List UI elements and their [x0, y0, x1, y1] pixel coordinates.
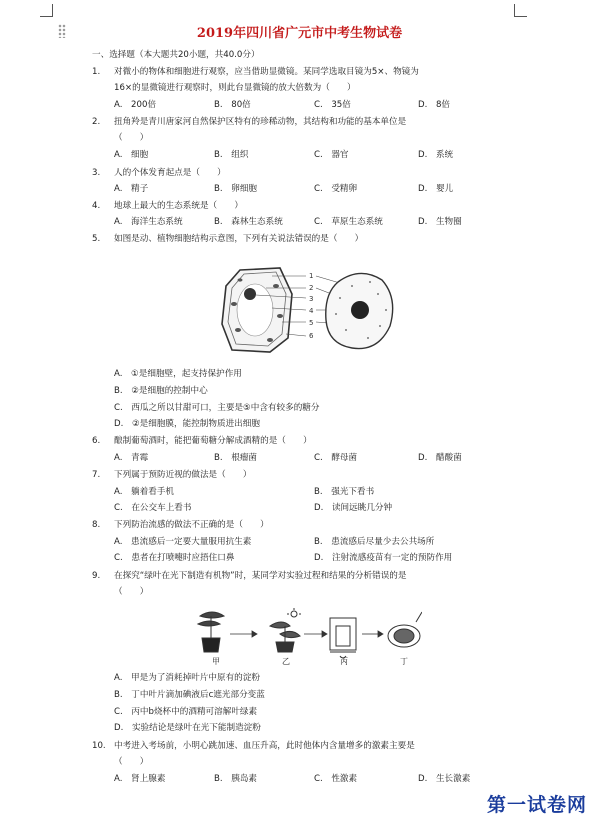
- question-number: 9.: [92, 571, 101, 581]
- option-d[interactable]: D. 生长激素: [418, 774, 471, 784]
- question-9: [92, 570, 407, 582]
- question-number: 3.: [92, 168, 101, 178]
- question-text: 下列防治流感的做法不正确的是（ ）: [114, 520, 269, 530]
- figure-label-bing: 丙: [340, 657, 348, 666]
- question-text: 中考进入考场前，小明心跳加速、血压升高，此时他体内含量增多的激素主要是: [114, 741, 415, 751]
- cell-label-3: 3: [309, 295, 314, 303]
- question-number: 1.: [92, 67, 101, 77]
- option-b[interactable]: B. 组织: [214, 150, 249, 160]
- question-text: 如图是动、植物细胞结构示意图，下列有关说法错误的是（ ）: [114, 234, 364, 244]
- option-c[interactable]: C. 受精卵: [314, 184, 358, 194]
- question-7: [92, 469, 252, 481]
- page-title: 2019年四川省广元市中考生物试卷: [196, 26, 403, 41]
- option-a[interactable]: A. 200倍: [114, 100, 157, 110]
- question-number: 4.: [92, 201, 101, 211]
- option-c[interactable]: C. 酵母菌: [314, 453, 358, 463]
- option-b[interactable]: B. 卵细胞: [214, 184, 258, 194]
- option-c[interactable]: C. 器官: [314, 150, 349, 160]
- option-a[interactable]: A. 细胞: [114, 150, 149, 160]
- figure-label-jia: 甲: [212, 657, 220, 666]
- question-5-option-b[interactable]: B. ②是细胞的控制中心: [114, 386, 208, 396]
- option-b[interactable]: B. 患流感后尽量少去公共场所: [314, 537, 435, 547]
- question-9-line-2: （ ）: [114, 587, 149, 597]
- option-d[interactable]: D. 系统: [418, 150, 454, 160]
- question-number: 6.: [92, 436, 101, 446]
- option-a[interactable]: A. 躺着看手机: [114, 487, 175, 497]
- cell-label-6: 6: [309, 332, 314, 340]
- watermark-logo: 第一试卷网: [486, 794, 587, 816]
- option-a[interactable]: A. 青霉: [114, 453, 149, 463]
- question-text: 酿制葡萄酒时，能把葡萄糖分解成酒精的是（ ）: [114, 436, 312, 446]
- question-number: 5.: [92, 234, 101, 244]
- option-a[interactable]: A. 肾上腺素: [114, 774, 166, 784]
- option-d[interactable]: D. 8倍: [418, 100, 451, 110]
- question-4: [92, 200, 243, 212]
- option-c[interactable]: C. 35倍: [314, 100, 351, 110]
- question-text: 扭角羚是青川唐家河自然保护区特有的珍稀动物，其结构和功能的基本单位是: [114, 117, 407, 127]
- question-6: [92, 435, 312, 447]
- question-number: 7.: [92, 470, 101, 480]
- option-a[interactable]: A. 患流感后一定要大量服用抗生素: [114, 537, 252, 547]
- question-text: 在探究“绿叶在光下制造有机物”时，某同学对实验过程和结果的分析错误的是: [114, 571, 407, 581]
- question-5-option-d[interactable]: D. ②是细胞膜，能控制物质进出细胞: [114, 419, 260, 429]
- question-10-line-2: （ ）: [114, 757, 149, 767]
- option-b[interactable]: B. 胰岛素: [214, 774, 258, 784]
- question-10: [92, 740, 415, 752]
- question-number: 10.: [92, 741, 106, 751]
- option-a[interactable]: A. 精子: [114, 184, 149, 194]
- question-number: 8.: [92, 520, 101, 530]
- figure-label-ding: 丁: [400, 657, 408, 666]
- question-5-option-c[interactable]: C. 西瓜之所以甘甜可口，主要是⑤中含有较多的糖分: [114, 403, 320, 413]
- option-c[interactable]: C. 性激素: [314, 774, 358, 784]
- question-9-option-d[interactable]: D. 实验结论是绿叶在光下能制造淀粉: [114, 723, 261, 733]
- question-text: 人的个体发育起点是（ ）: [114, 168, 226, 178]
- experiment-svg: [190, 608, 422, 666]
- question-3: [92, 167, 226, 179]
- question-9-option-b[interactable]: B. 丁中叶片滴加碘液后c遮光部分变蓝: [114, 690, 265, 700]
- option-c[interactable]: C. 草原生态系统: [314, 217, 383, 227]
- option-d[interactable]: D. 生物圈: [418, 217, 462, 227]
- option-d[interactable]: D. 婴儿: [418, 184, 454, 194]
- question-1: [92, 66, 419, 78]
- question-9-option-c[interactable]: C. 丙中b烧杯中的酒精可溶解叶绿素: [114, 707, 258, 717]
- question-2: [92, 116, 406, 128]
- cell-label-2: 2: [309, 284, 314, 292]
- option-d[interactable]: D. 醋酸菌: [418, 453, 462, 463]
- cell-label-1: 1: [309, 272, 314, 280]
- option-c[interactable]: C. 在公交车上看书: [114, 503, 192, 513]
- question-9-option-a[interactable]: A. 甲是为了消耗掉叶片中原有的淀粉: [114, 673, 260, 683]
- question-1-line-2: 16×的显微镜进行观察时，则此台显微镜的放大倍数为（ ）: [114, 83, 356, 93]
- option-b[interactable]: B. 森林生态系统: [214, 217, 283, 227]
- cell-diagram-svg: [210, 264, 400, 356]
- option-b[interactable]: B. 根瘤菌: [214, 453, 258, 463]
- question-5-option-a[interactable]: A. ①是细胞壁，起支持保护作用: [114, 369, 242, 379]
- cell-diagram-figure: [210, 264, 400, 356]
- question-text: 下列属于预防近视的做法是（ ）: [114, 470, 252, 480]
- question-8: [92, 519, 269, 531]
- cell-label-5: 5: [309, 319, 314, 327]
- question-number: 2.: [92, 117, 101, 127]
- option-c[interactable]: C. 患者在打喷嚏时应捂住口鼻: [114, 553, 235, 563]
- cell-label-4: 4: [309, 307, 314, 315]
- experiment-figure: [190, 608, 422, 666]
- option-d[interactable]: D. 读间远眺几分钟: [314, 503, 393, 513]
- question-5: [92, 233, 363, 245]
- option-b[interactable]: B. 强光下看书: [314, 487, 375, 497]
- option-b[interactable]: B. 80倍: [214, 100, 251, 110]
- question-text: 对微小的物体和细胞进行观察，应当借助显微镜。某同学选取目镜为5×、物镜为: [114, 67, 419, 77]
- option-a[interactable]: A. 海洋生态系统: [114, 217, 183, 227]
- option-d[interactable]: D. 注射流感疫苗有一定的预防作用: [314, 553, 453, 563]
- question-2-line-2: （ ）: [114, 133, 149, 143]
- crop-mark-top-left: [40, 4, 53, 17]
- crop-mark-top-right: [514, 4, 527, 17]
- question-text: 地球上最大的生态系统是（ ）: [114, 201, 243, 211]
- figure-label-yi: 乙: [282, 657, 290, 666]
- section-heading: 一、选择题（本大题共20小题，共40.0分）: [92, 50, 260, 60]
